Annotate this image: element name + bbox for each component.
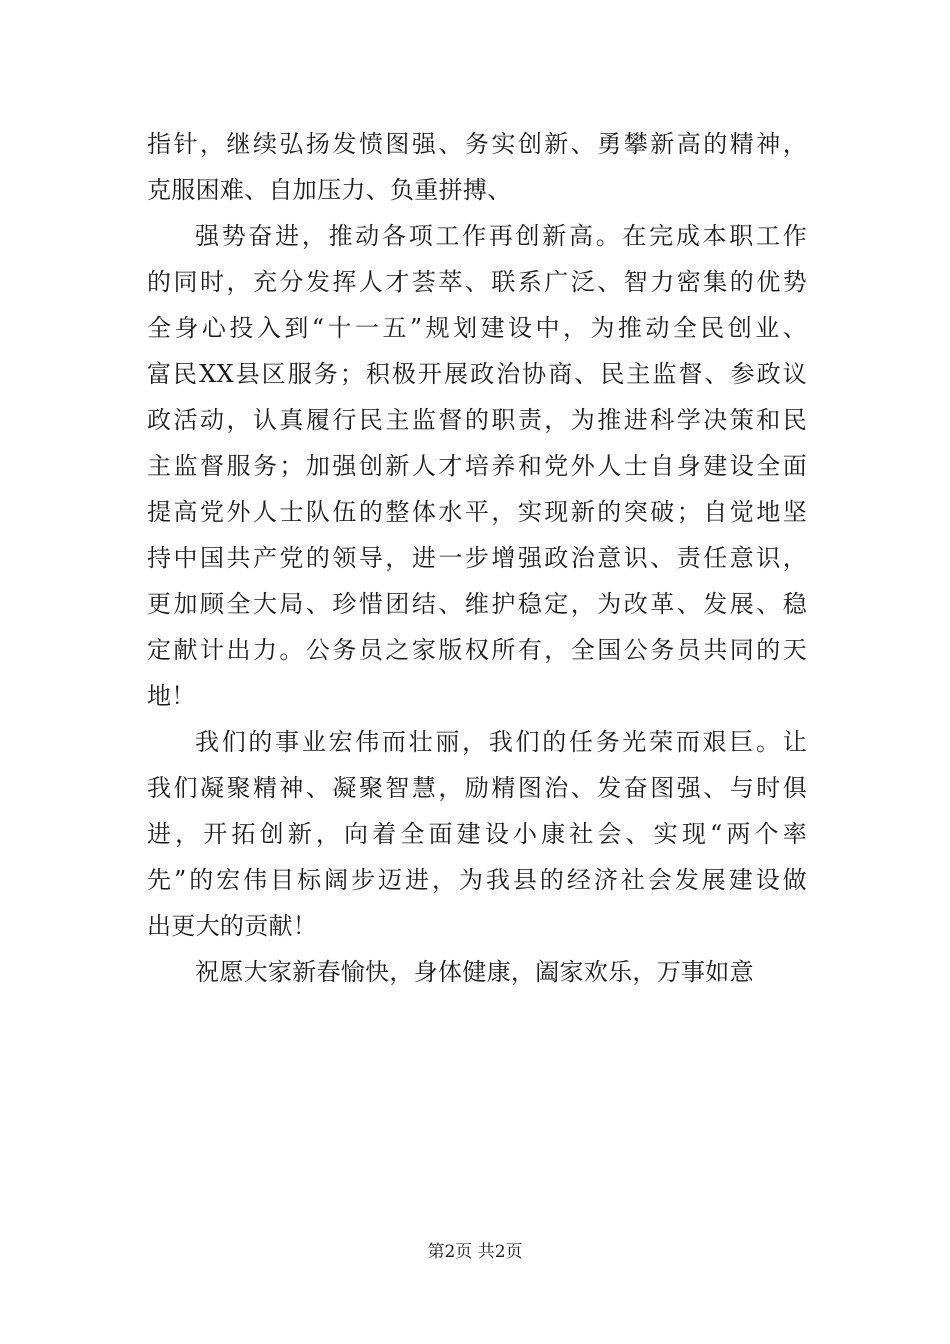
text-line: 富民XX县区服务；积极开展政治协商、民主监督、参政议	[147, 360, 807, 388]
text-line: 主监督服务；加强创新人才培养和党外人士自身建设全面	[147, 452, 807, 480]
text-line: 指针，继续弘扬发愤图强、务实创新、勇攀新高的精神，	[147, 130, 807, 158]
text-line: 我们凝聚精神、凝聚智慧，励精图治、发奋图强、与时俱	[147, 774, 807, 802]
paragraph-first-line: 祝愿大家新春愉快，身体健康，阖家欢乐，万事如意	[195, 958, 754, 986]
text-line: 政活动，认真履行民主监督的职责，为推进科学决策和民	[147, 406, 807, 434]
text-line: 出更大的贡献！	[147, 912, 318, 940]
paragraph-first-line: 我们的事业宏伟而壮丽，我们的任务光荣而艰巨。让	[195, 728, 807, 756]
text-line: 持中国共产党的领导，进一步增强政治意识、责任意识，	[147, 544, 807, 572]
document-body	[147, 121, 807, 995]
text-line: 进，开拓创新，向着全面建设小康社会、实现“两个率	[147, 820, 807, 848]
text-line: 地！	[147, 682, 196, 710]
text-line: 定献计出力。公务员之家版权所有，全国公务员共同的天	[147, 636, 807, 664]
paragraph-first-line: 强势奋进，推动各项工作再创新高。在完成本职工作	[195, 222, 807, 250]
page-number: 第2页 共2页	[427, 1242, 523, 1262]
text-line: 提高党外人士队伍的整体水平，实现新的突破；自觉地坚	[147, 498, 807, 526]
text-line: 先”的宏伟目标阔步迈进，为我县的经济社会发展建设做	[147, 866, 807, 894]
page-footer	[0, 1240, 950, 1264]
text-line: 更加顾全大局、珍惜团结、维护稳定，为改革、发展、稳	[147, 590, 807, 618]
text-line: 的同时，充分发挥人才荟萃、联系广泛、智力密集的优势	[147, 268, 807, 296]
text-line: 克服困难、自加压力、负重拼搏、	[147, 176, 512, 204]
text-line: 全身心投入到“十一五”规划建设中，为推动全民创业、	[147, 314, 807, 342]
